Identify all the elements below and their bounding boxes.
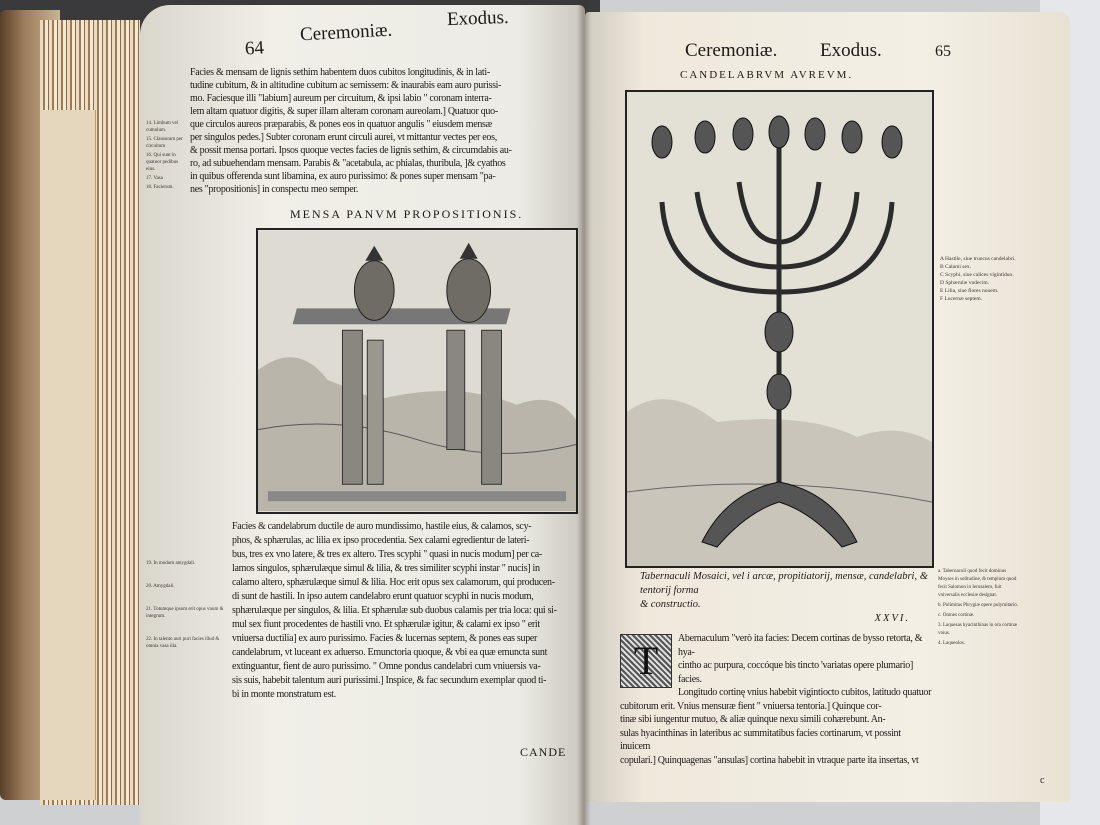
woodcut-table-of-showbread <box>256 228 578 514</box>
text-line: ro, ad subuehendam mensam. Parabis & "acetabula, ac phialas, thuribula, ]& cyathos <box>190 158 506 169</box>
text-line: per singulos pedes.] Subter coronam erunt circuli aurei, vt mittantur vectes per eos, <box>190 132 497 143</box>
text-line: cintho ac purpura, coccóque bis tincto 'variatas opere plumario] facies. <box>678 660 914 685</box>
text-line: copulari.] Quinquagenas "ansulas] cortina habebit in vtraque parte ita insertas, vt <box>620 754 919 766</box>
text-line: Longitudo cortinę vnius habebit vigintiocto cubitos, latitudo quatuor <box>678 687 932 698</box>
legend-item: E Lilia, siue flores nouem. <box>940 288 999 294</box>
text-line: di sunt de hastili. In ipso autem candelabro erunt quatuor scyphi in nucis modum, <box>232 591 534 602</box>
running-head-right: Exodus. <box>820 40 882 61</box>
margin-note: 20. Amygdali. <box>146 584 175 589</box>
running-head-right: Exodus. <box>446 6 510 31</box>
margin-note: c. Omnes cortinæ. <box>938 613 975 618</box>
text-line: sulas hyacinthinas in lateribus ac summitatibus facies cortinarum, vt possint inuicem <box>620 727 901 752</box>
page-number: 65 <box>935 43 951 60</box>
text-line: extinguantur, fient de auro purissimo. " Omne pondus candelabri cum vniuersis va- <box>232 661 541 672</box>
text-line: in quibus offerenda sunt libamina, ex auro purissimo: & pones super mensam "pa- <box>190 171 496 182</box>
text-line: candelabrum, vt luceant ex aduerso. Emunctoria quoque, & vbi ea quæ emuncta sunt <box>232 647 548 658</box>
legend-item: A Hastile, siue truncus candelabri. <box>940 256 1016 262</box>
margin-note: 18. Facierum. <box>146 185 174 190</box>
margin-note: b. Polimitas Phrygiæ opere polymitario. <box>938 603 1018 608</box>
page-number: 64 <box>244 37 265 60</box>
left-top-text <box>190 66 574 196</box>
woodcut-golden-candelabrum <box>625 90 934 568</box>
text-line: mul sex fiunt procedentes de hastili vno. Et sphærulæ igitur, & calami ex ipso " erit <box>232 619 540 630</box>
text-line: sphærulæque per singulos, & lilia. Et sphærulæ sub duobus calamis per tria loca: qui si- <box>232 605 557 616</box>
chapter-number: XXVI. <box>874 613 910 624</box>
text-line: phos, & sphærulas, ac lilia ex ipso procedentia. Sex calami egredientur de lateri- <box>232 535 530 546</box>
text-line: mo. Faciesque illi "labium] aureum per circuitum, & ipsi labio " coronam interra- <box>190 93 492 104</box>
margin-note: 14. Limbum vel cumulum. <box>146 121 179 133</box>
text-line: bus, tres ex vno latere, & tres ex altero. Tres scyphi " quasi in nucis modum] per ca- <box>232 549 542 560</box>
caption-line: Tabernaculi Mosaici, vel i arcæ, propitiatorij, mensæ, candelabri, & tentorij forma <box>640 571 928 596</box>
margin-note: 19. In modum amygdali. <box>146 561 196 566</box>
right-margin-notes <box>938 568 1018 650</box>
left-top-margin-notes <box>146 120 186 193</box>
legend-item: F Lucernæ septem. <box>940 296 983 302</box>
right-text-block <box>620 632 932 767</box>
text-line: lamos singulos, sphærulæque simul & lilia, & tres similiter scyphi instar " nucis] in <box>232 563 540 574</box>
right-text-continued <box>620 727 932 768</box>
catchword: CANDE <box>520 745 567 759</box>
margin-note: 4. Laqueolos. <box>938 641 966 646</box>
flyleaf <box>40 110 96 800</box>
text-line: Facies & candelabrum ductile de auro mundissimo, hastile eius, & calamos, scy- <box>232 521 532 532</box>
text-line: Abernaculum "verò ita facies: Decem cortinas de bysso retorta, & hya- <box>678 633 923 658</box>
text-line: que circulos aureos præparabis, & pones eos in quatuor angulis " eiusdem mensæ <box>190 119 493 130</box>
text-line: bi in monte monstratum est. <box>232 689 336 700</box>
running-head-left: Ceremoniæ. <box>299 19 393 46</box>
running-head-left: Ceremoniæ. <box>685 40 778 61</box>
left-bottom-margin-notes <box>146 560 228 666</box>
text-line: vniuersa ductilia] ex auro purissimo. Facies & lucernas septem, & pones eas super <box>232 633 538 644</box>
text-line: lem altam quatuor digitis, & super illam alteram coronam aureolam.] Quatuor quo- <box>190 106 498 117</box>
text-line: cubitorum erit. Vnius mensuræ fient " vniuersa tentoria.] Quinque cor- <box>620 700 882 712</box>
legend-item: C Scyphi, siue calices vigintiduo. <box>940 272 1014 278</box>
book-gutter <box>577 0 591 825</box>
figure-caption-block <box>640 570 930 626</box>
margin-note: a. Tabernaculi quod fecit dominus Moyses in solitudine, & templum quod fecit Salomon in Ierusalem, fuit vniversalis ecclesiæ designat. <box>938 569 1017 598</box>
text-line: Facies & mensam de lignis sethim habentem duos cubitos longitudinis, & in lati- <box>190 67 490 78</box>
margin-note: 3. Laquesas hyacinthinas in ora cortinæ vnius. <box>938 623 1018 636</box>
margin-note: 15. Clausuram per circuitum <box>146 137 183 149</box>
text-line: tudine cubitum, & in altitudine cubitum ac semissem: & inaurabis eam auro purissi- <box>190 80 502 91</box>
margin-note: 21. Totumque ipsum erit opus vnum & integrum. <box>146 607 224 619</box>
left-bottom-text <box>232 520 574 702</box>
illustration-caption-table: MENSA PANVM PROPOSITIONIS. <box>290 207 524 221</box>
text-line: tinæ sibi iungentur mutuo, & aliæ quinque nexu simili cohærebunt. An- <box>620 714 886 725</box>
decorated-initial: T <box>620 634 672 688</box>
caption-line: & constructio. <box>640 599 701 610</box>
text-line: sis suis, habebit talentum auri purissimi.] Inspice, & fac secundum exemplar quod ti- <box>232 675 547 686</box>
legend-item: D Sphærulæ vndecim. <box>940 280 990 286</box>
legend-item: B Calami sex. <box>940 264 972 270</box>
candelabrum-legend <box>940 255 1015 303</box>
text-line: calamo altero, sphærulæque simul & lilia. Hoc erit opus sex calamorum, qui producen- <box>232 577 555 588</box>
signature-mark: c <box>1040 775 1045 786</box>
margin-note: 22. In talento auri puri facies illud & omnia vasa illa. <box>146 637 220 649</box>
illustration-caption-candelabrum: CANDELABRVM AVREVM. <box>680 69 854 81</box>
text-line: nes "propositionis] in conspectu meo semper. <box>190 184 359 195</box>
margin-note: 17. Vasa <box>146 176 163 181</box>
margin-note: 16. Qui sunt in quatuor pedibus eius. <box>146 153 179 172</box>
text-line: & possit mensa portari. Ipsos quoque vectes facies de lignis sethim, & circumdabis au- <box>190 145 512 156</box>
figure-caption <box>640 570 930 612</box>
